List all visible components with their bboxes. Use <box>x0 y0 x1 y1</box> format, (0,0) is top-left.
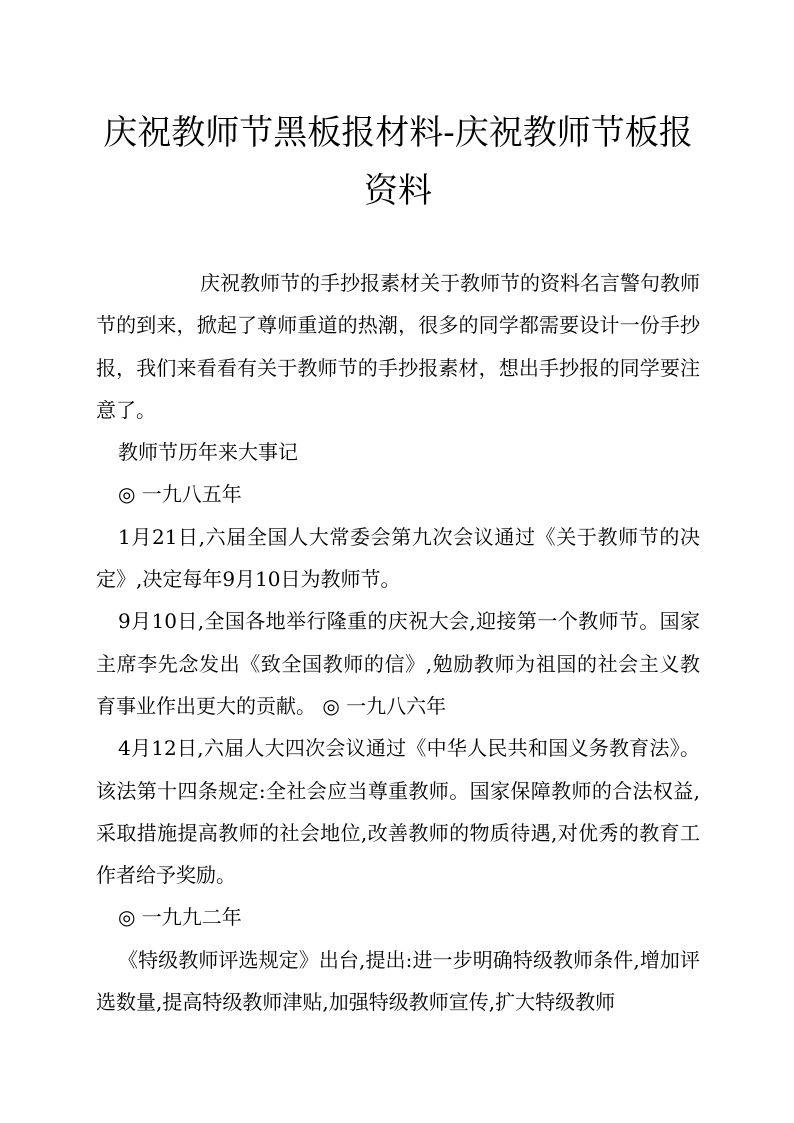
document-body <box>96 262 700 1023</box>
event-paragraph-2: 9月10日,全国各地举行隆重的庆祝大会,迎接第一个教师节。国家主席李先念发出《致全国教师的信》,勉励教师为祖国的社会主义教育事业作出更大的贡献。 ◎ 一九八六年 <box>96 609 700 718</box>
event-paragraph-1: 1月21日,六届全国人大常委会第九次会议通过《关于教师节的决定》,决定每年9月10日为教师节。 <box>96 524 700 592</box>
intro-paragraph: 庆祝教师节的手抄报素材关于教师节的资料名言警句教师节的到来，掀起了尊师重道的热潮，很多的同学都需要设计一份手抄报，我们来看看有关于教师节的手抄报素材，想出手抄报的同学要注意了。 <box>96 271 700 422</box>
section-heading: 教师节历年来大事记 <box>118 440 298 465</box>
year-heading-1992: ◎ 一九九二年 <box>118 905 242 930</box>
event-paragraph-3: 4月12日,六届人大四次会议通过《中华人民共和国义务教育法》。该法第十四条规定:全社会应当尊重教师。国家保障教师的合法权益,采取措施提高教师的社会地位,改善教师的物质待遇,对优秀的教育工作者给予奖励。 <box>96 736 700 888</box>
event-paragraph-4: 《特级教师评选规定》出台,提出:进一步明确特级教师条件,增加评选数量,提高特级教师津贴,加强特级教师宣传,扩大特级教师 <box>96 947 700 1015</box>
year-heading-1985: ◎ 一九八五年 <box>118 482 242 507</box>
document-title: 庆祝教师节黑板报材料-庆祝教师节板报资料 <box>103 113 693 211</box>
